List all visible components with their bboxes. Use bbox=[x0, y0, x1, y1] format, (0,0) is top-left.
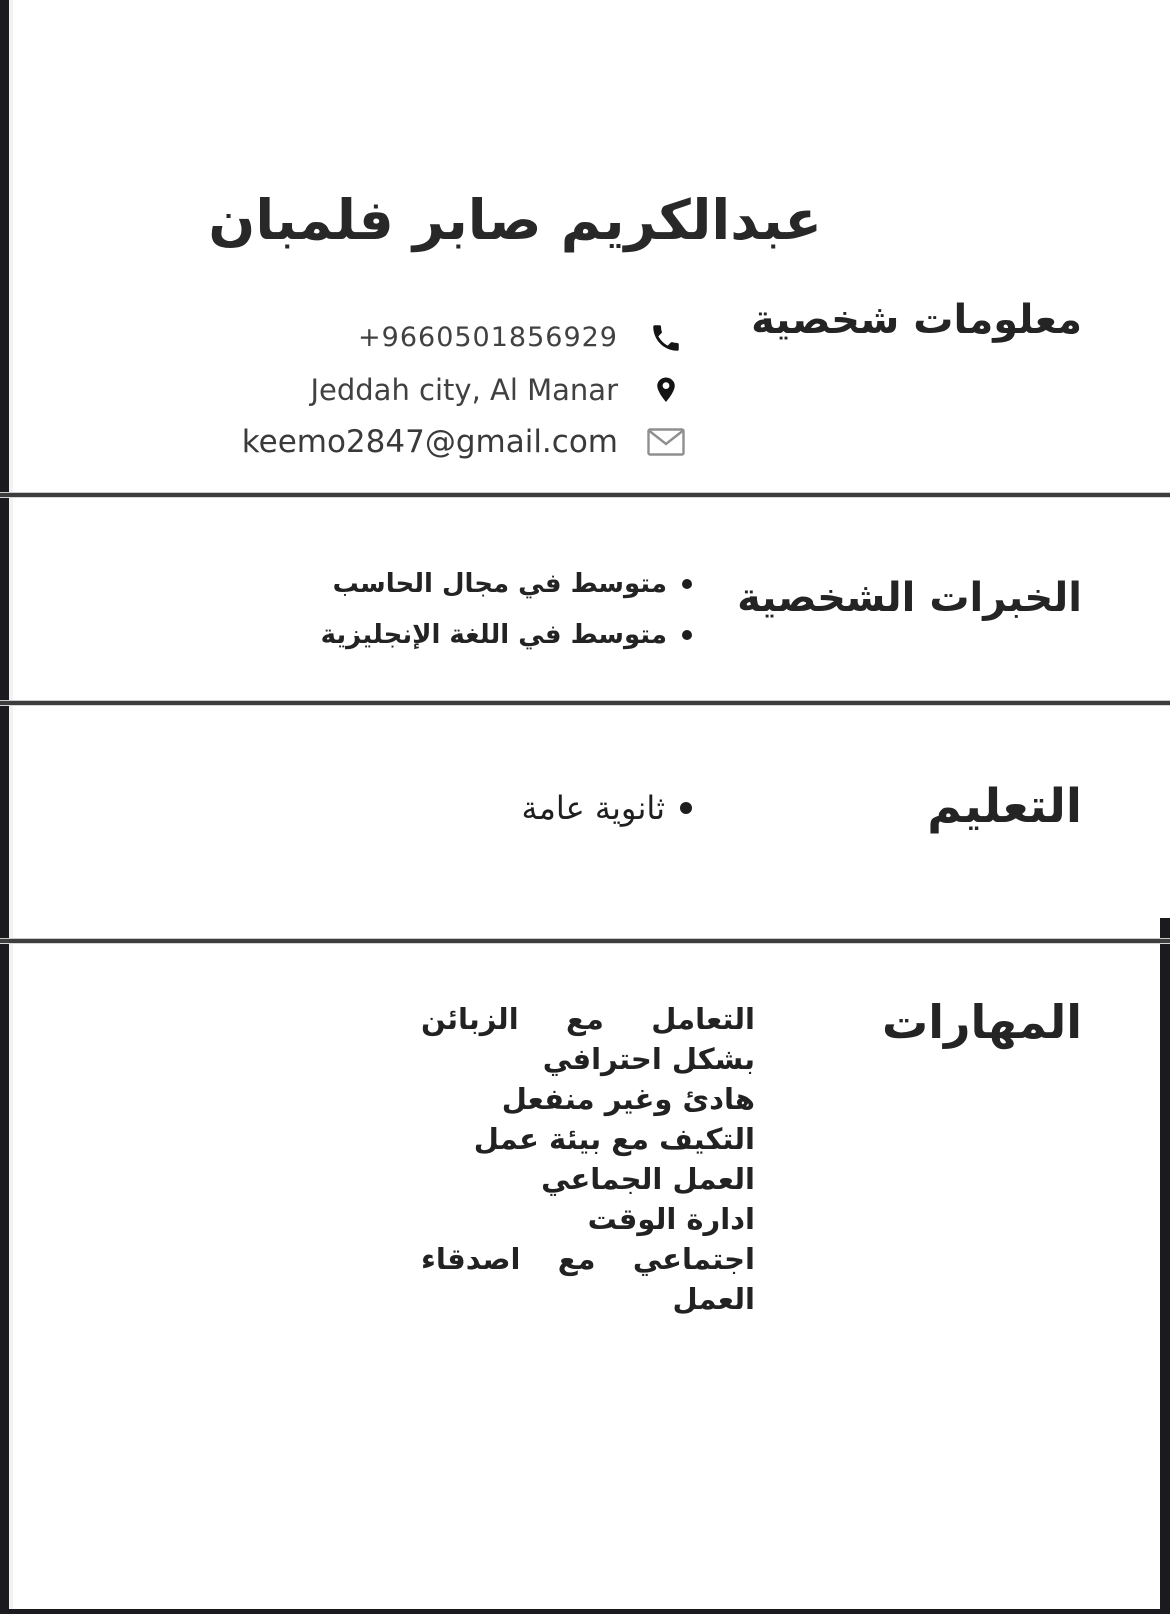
skill-item: التكيف مع بيئة عمل bbox=[473, 1122, 755, 1156]
bullet-dot bbox=[682, 630, 692, 640]
skill-item: هادئ وغير منفعل bbox=[501, 1082, 755, 1116]
education-item: ثانوية عامة bbox=[522, 782, 692, 833]
viewer-bottom-edge bbox=[0, 1609, 1170, 1614]
skill-item: اجتماعي مع اصدقاء العمل bbox=[421, 1242, 755, 1316]
candidate-name: عبدالكريم صابر فلمبان bbox=[208, 188, 822, 252]
section-divider bbox=[0, 492, 1170, 498]
location-pin-icon bbox=[644, 371, 688, 409]
section-divider bbox=[0, 938, 1170, 944]
page-left-gap bbox=[9, 0, 13, 1614]
location-text: Jeddah city, Al Manar bbox=[310, 372, 618, 407]
skill-item: ادارة الوقت bbox=[587, 1202, 755, 1236]
section-title-education: التعليم bbox=[927, 779, 1082, 834]
section-title-personal-info: معلومات شخصية bbox=[751, 297, 1082, 343]
bullet-dot bbox=[680, 802, 692, 814]
skills-list bbox=[421, 999, 755, 1319]
section-divider bbox=[0, 700, 1170, 706]
email-row bbox=[242, 420, 688, 463]
viewer-right-edge bbox=[1160, 918, 1170, 1614]
education-list bbox=[522, 782, 692, 833]
envelope-icon bbox=[644, 428, 688, 456]
experience-item: متوسط في اللغة الإنجليزية bbox=[321, 609, 692, 660]
section-title-experience: الخبرات الشخصية bbox=[737, 575, 1082, 621]
viewer-left-edge bbox=[0, 0, 9, 1614]
location-row bbox=[242, 368, 688, 411]
skill-item: العمل الجماعي bbox=[541, 1162, 755, 1196]
email-address: keemo2847@gmail.com bbox=[241, 423, 618, 460]
experience-item: متوسط في مجال الحاسب bbox=[321, 558, 692, 609]
phone-icon bbox=[644, 321, 688, 355]
experience-list bbox=[321, 558, 692, 660]
phone-number: +9660501856929 bbox=[358, 322, 618, 353]
skill-item: التعامل مع الزبائن بشكل احترافي bbox=[421, 1002, 755, 1076]
bullet-dot bbox=[682, 579, 692, 589]
contact-list bbox=[242, 316, 688, 463]
phone-row bbox=[242, 316, 688, 359]
section-title-skills: المهارات bbox=[882, 995, 1082, 1049]
